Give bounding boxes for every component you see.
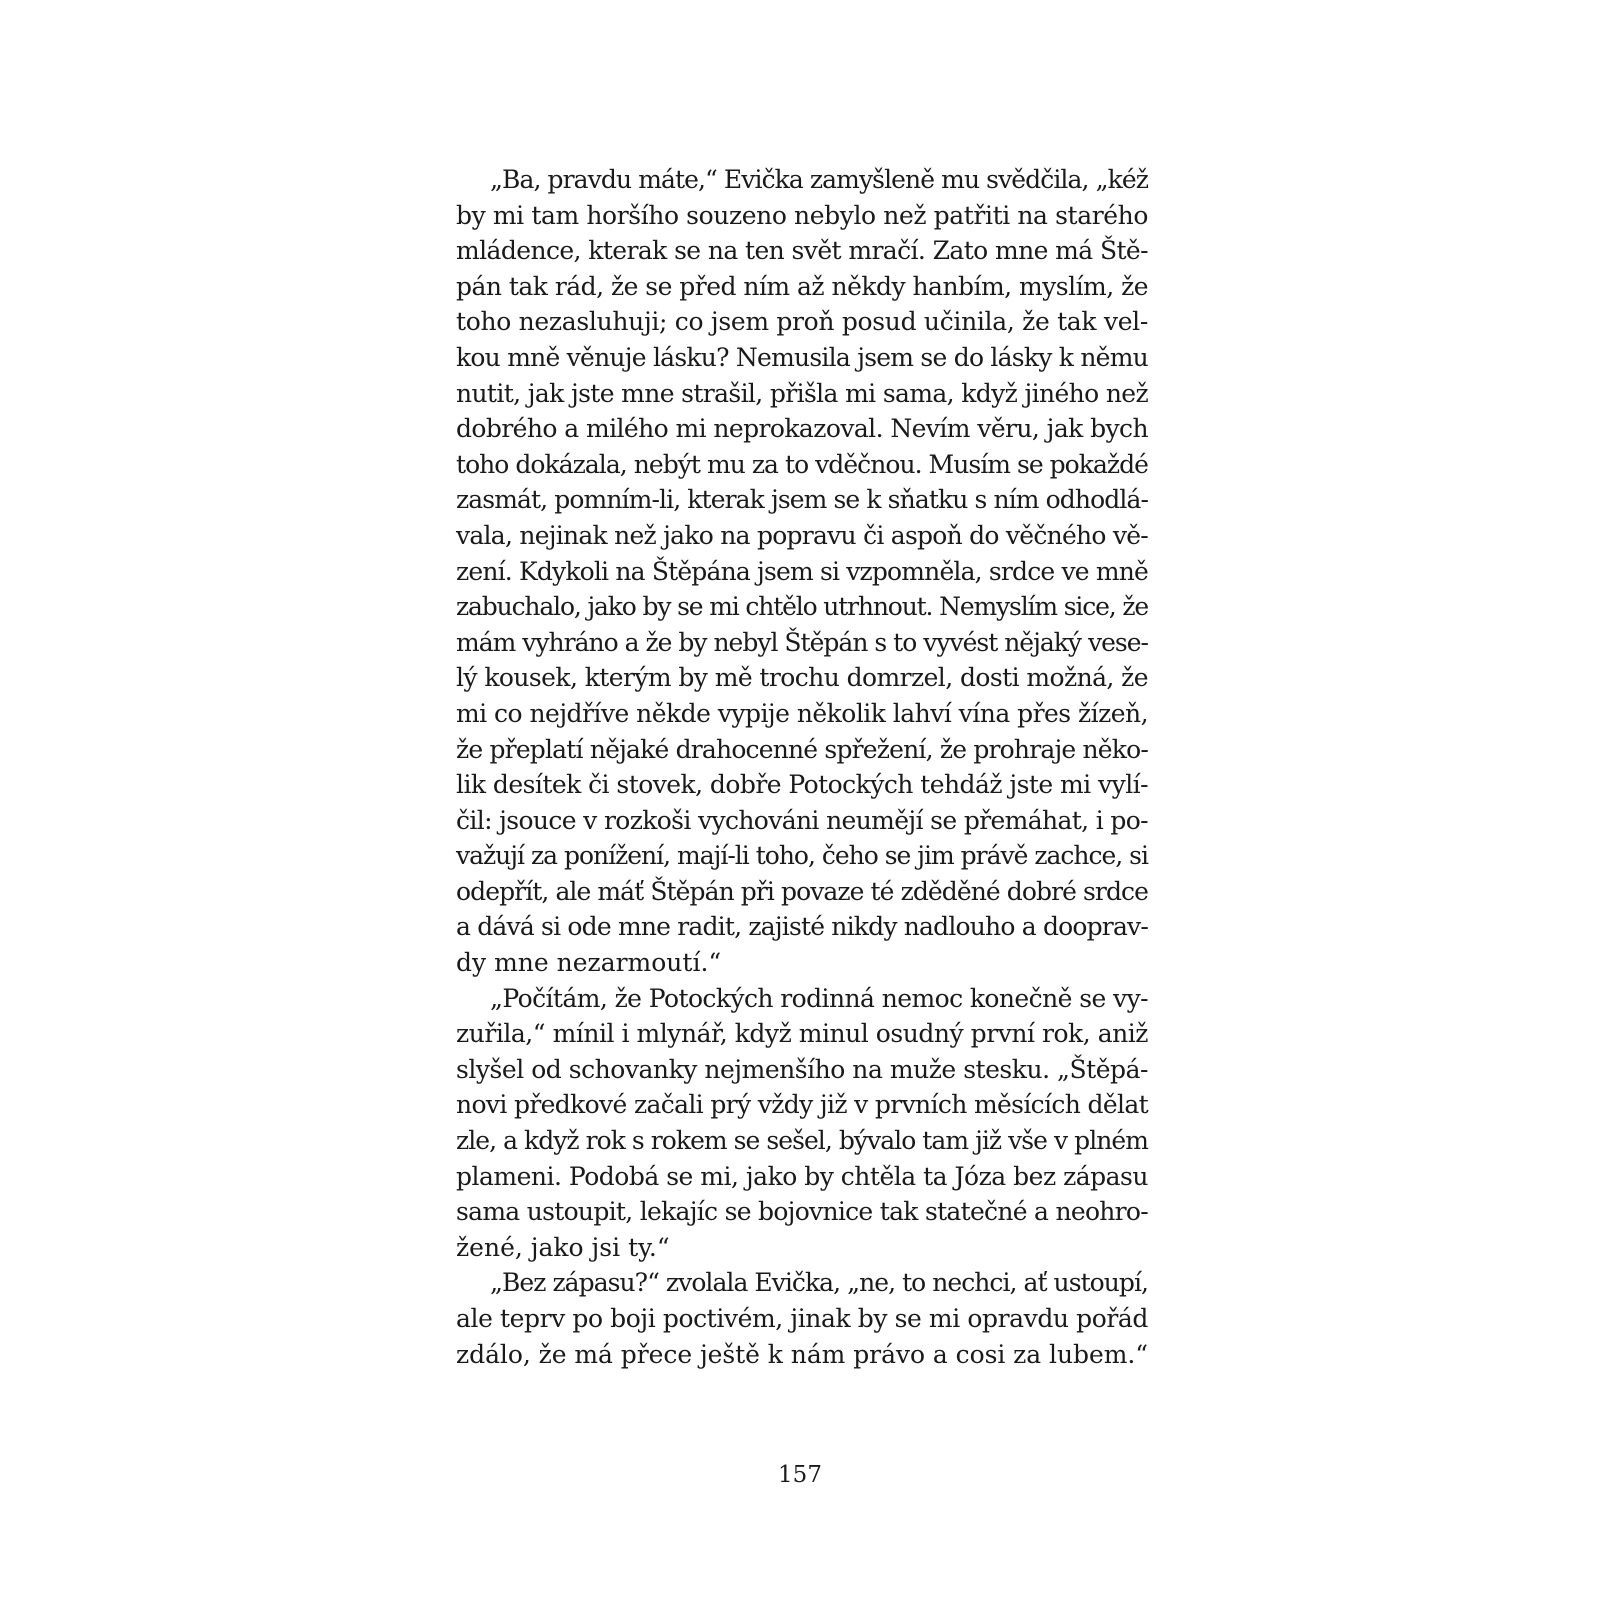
text-line: vala, nejinak než jako na popravu či aspoň do věčného vě- [456, 520, 1148, 550]
text-line: ale teprv po boji poctivém, jinak by se mi opravdu pořád [456, 1304, 1148, 1333]
text-line: lik desítek či stovek, dobře Potockých tehdáž jste mi vylí- [456, 770, 1148, 800]
text-line: nutit, jak jste mne strašil, přišla mi sama, když jiného než [456, 378, 1148, 408]
text-line: toho dokázala, nebýt mu za to vděčnou. Musím se pokaždé [456, 449, 1148, 479]
text-line: že přeplatí nějaké drahocenné spřežení, že prohraje něko- [456, 734, 1148, 764]
text-line: by mi tam horšího souzeno nebylo než patřiti na starého [456, 200, 1148, 230]
body-text [456, 162, 1148, 1372]
text-line: dy mne nezarmoutí.“ [456, 948, 722, 978]
text-line: odepřít, ale máť Štěpán při povaze té zděděné dobré srdce [456, 876, 1148, 906]
text-line: toho nezasluhuji; co jsem proň posud učinila, že tak vel- [456, 307, 1148, 337]
text-line: sama ustoupit, lekajíc se bojovnice tak statečné a neohro- [456, 1197, 1148, 1227]
text-line: mám vyhráno a že by nebyl Štěpán s to vyvést nějaký vese- [456, 627, 1148, 657]
text-line: novi předkové začali prý vždy již v prvních měsících dělat [456, 1090, 1148, 1120]
text-line: čil: jsouce v rozkoši vychováni neumějí se přemáhat, i po- [456, 805, 1148, 835]
text-line: „Počítám, že Potockých rodinná nemoc konečně se vy- [490, 983, 1148, 1013]
text-line: zdálo, že má přece ještě k nám právo a cosi za lubem.“ [456, 1339, 1148, 1369]
text-line: lý kousek, kterým by mě trochu domrzel, dosti možná, že [456, 663, 1148, 693]
text-line: zení. Kdykoli na Štěpána jsem si vzpomněla, srdce ve mně [456, 556, 1148, 586]
text-line: slyšel od schovanky nejmenšího na muže stesku. „Štěpá- [456, 1054, 1148, 1084]
text-line: mi co nejdříve někde vypije několik lahví vína přes žízeň, [456, 698, 1148, 728]
text-line: „Bez zápasu?“ zvolala Evička, „ne, to nechci, ať ustoupí, [490, 1268, 1148, 1298]
page-number: 157 [778, 1462, 822, 1488]
text-line: kou mně věnuje lásku? Nemusila jsem se do lásky k němu [456, 342, 1148, 372]
text-line: zle, a když rok s rokem se sešel, bývalo tam již vše v plném [456, 1126, 1148, 1156]
paragraph [456, 981, 1148, 1266]
paragraph [456, 162, 1148, 981]
text-line: žené, jako jsi ty.“ [456, 1232, 670, 1262]
paragraph [456, 1265, 1148, 1372]
text-line: zuřila,“ mínil i mlynář, když minul osudný první rok, aniž [456, 1019, 1148, 1049]
text-line: važují za ponížení, mají-li toho, čeho se jim právě zachce, si [456, 841, 1149, 871]
text-line: dobrého a milého mi neprokazoval. Nevím věru, jak bych [456, 414, 1148, 444]
text-line: mládence, kterak se na ten svět mračí. Zato mne má Ště- [456, 236, 1148, 266]
text-line: pán tak rád, že se před ním až někdy hanbím, myslím, že [456, 271, 1148, 301]
text-line: zabuchalo, jako by se mi chtělo utrhnout. Nemyslím sice, že [456, 592, 1148, 622]
text-line: „Ba, pravdu máte,“ Evička zamyšleně mu svědčila, „kéž [490, 165, 1148, 194]
text-line: zasmát, pomním-li, kterak jsem se k sňatku s ním odhodlá- [456, 485, 1148, 515]
text-line: a dává si ode mne radit, zajisté nikdy nadlouho a dooprav- [456, 912, 1148, 942]
text-line: plameni. Podobá se mi, jako by chtěla ta Józa bez zápasu [456, 1161, 1148, 1191]
